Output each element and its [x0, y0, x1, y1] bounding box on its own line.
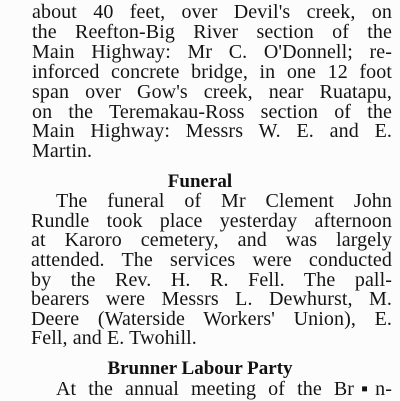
article-line: inforced concrete bridge, in one 12 foot [32, 61, 392, 83]
funeral-line: The funeral of Mr Clement John [56, 190, 392, 212]
brunner-heading: Brunner Labour Party [107, 358, 293, 379]
article-line: Main Highway: Mr C. O'Donnell; re- [32, 41, 392, 63]
article-line: on the Teremakau-Ross section of the [32, 101, 392, 123]
article-line: span over Gow's creek, near Ruatapu, [32, 81, 392, 103]
article-line: Martin. [32, 140, 93, 162]
funeral-line: Deere (Waterside Workers' Union), E. [31, 308, 392, 330]
funeral-line: at Karoro cemetery, and was largely [31, 229, 392, 251]
funeral-line: bearers were Messrs L. Dewhurst, M. [31, 288, 392, 310]
funeral-heading: Funeral [167, 171, 233, 192]
funeral-line: Fell, and E. Twohill. [31, 327, 197, 349]
article-line: about 40 feet, over Devil's creek, on [32, 1, 392, 23]
brunner-line: At the annual meeting of the Br▪n- [56, 378, 392, 400]
funeral-line: attended. The services were conducted [31, 249, 392, 271]
article-line: Main Highway: Messrs W. E. and E. [32, 120, 392, 142]
article-line: the Reefton-Big River section of the [32, 21, 392, 43]
funeral-line: Rundle took place yesterday afternoon [31, 210, 392, 232]
funeral-line: by the Rev. H. R. Fell. The pall- [31, 269, 392, 291]
